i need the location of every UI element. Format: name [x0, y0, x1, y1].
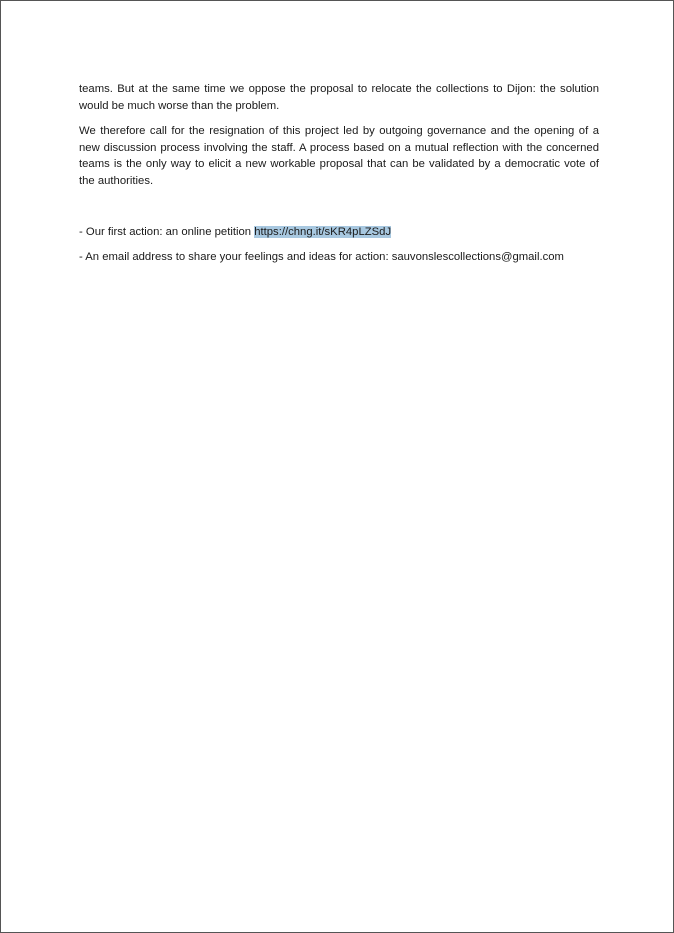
action-email-line: - An email address to share your feelings and ideas for action: sauvonslescollections@gmail.com	[79, 251, 564, 264]
action-petition-line	[79, 224, 599, 241]
paragraph-resignation-call: We therefore call for the resignation of this project led by outgoing governance and the opening of a new discussion process involving the staff. A process based on a mutual reflection with the concerned teams is the only way to elicit a new workable proposal that can be validated by a democratic vote of the authorities.	[79, 125, 599, 187]
blank-line	[79, 199, 599, 224]
paragraph-continuation: teams. But at the same time we oppose the proposal to relocate the collections to Dijon: the solution would be much worse than the problem.	[79, 83, 599, 112]
document-body	[79, 81, 599, 275]
action-petition-prefix: - Our first action: an online petition	[79, 225, 255, 238]
petition-link[interactable]: https://chng.it/sKR4pLZSdJ	[254, 225, 392, 238]
